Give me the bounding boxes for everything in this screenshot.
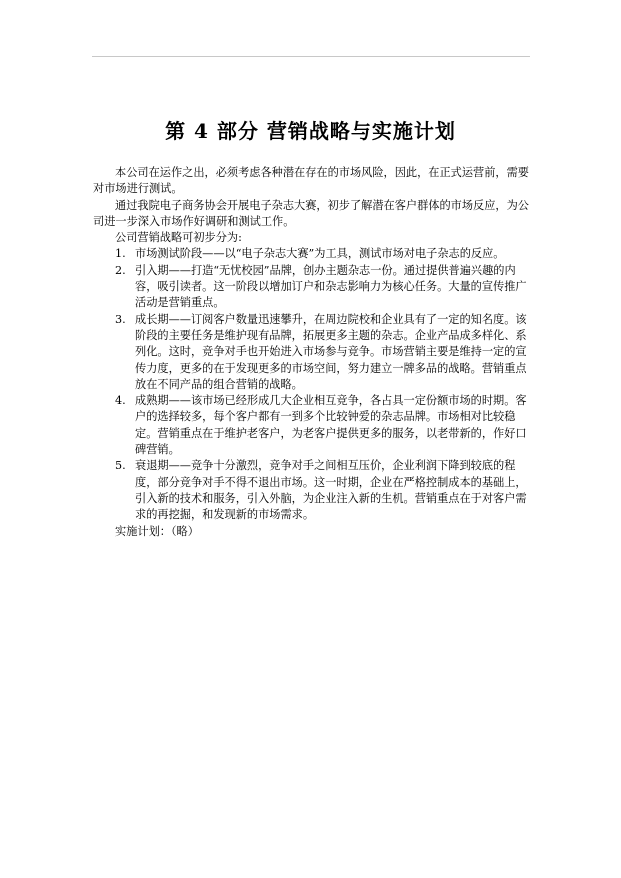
list-item-text: 市场测试阶段——以“电子杂志大赛”为工具，测试市场对电子杂志的反应。	[135, 247, 505, 261]
list-item	[93, 393, 533, 458]
list-number: 5.	[115, 459, 126, 473]
strategy-intro: 公司营销战略可初步分为:	[115, 231, 242, 245]
list-item-text: 衰退期——竞争十分激烈，竞争对手之间相互压价，企业利润下降到较底的程度，部分竞争对手不得不退出市场。这一时期，企业在严格控制成本的基础上，引入新的技术和服务，引入外脑，为企业注入新的生机。营销重点在于对客户需求的再挖掘，和发现新的市场需求。	[135, 459, 527, 522]
header-rule	[92, 56, 530, 57]
list-number: 1.	[115, 247, 126, 261]
list-item	[93, 458, 533, 523]
list-item-text: 引入期——打造“无忧校园”品牌，创办主题杂志一份。通过提供普遍兴趣的内容，吸引读者。这一阶段以增加订户和杂志影响力为核心任务。大量的宣传推广活动是营销重点。	[135, 263, 527, 310]
implementation-plan: 实施计划：（略）	[115, 524, 199, 538]
list-number: 3.	[115, 312, 126, 326]
page-title: 第 4 部分 营销战略与实施计划	[165, 119, 456, 143]
list-item-text: 成熟期——该市场已经形成几大企业相互竞争，各占具一定份额市场的时期。客户的选择较多，每个客户都有一到多个比较钟爱的杂志品牌。市场相对比较稳定。营销重点在于维护老客户，为老客户提供更多的服务，以老带新的，作好口碑营销。	[135, 394, 527, 457]
list-item	[93, 246, 533, 262]
list-item-text: 成长期——订阅客户数量迅速攀升，在周边院校和企业具有了一定的知名度。该阶段的主要任务是维护现有品牌，拓展更多主题的杂志。企业产品成多样化、系列化。这时，竞争对手也开始进入市场参与竞争。市场营销主要是维持一定的宣传力度，更多的在于发现更多的市场空间，努力建立一牌多品的战略。营销重点放在不同产品的组合营销的战略。	[135, 312, 527, 391]
list-item	[93, 312, 533, 393]
intro-paragraph: 本公司在运作之出，必须考虑各种潜在存在的市场风险，因此，在正式运营前，需要对市场进行测试。	[93, 166, 529, 196]
list-number: 2.	[115, 263, 126, 277]
list-item	[93, 263, 533, 312]
survey-paragraph: 通过我院电子商务协会开展电子杂志大赛，初步了解潜在客户群体的市场反应，为公司进一步深入市场作好调研和测试工作。	[93, 198, 529, 228]
document-body	[93, 165, 533, 540]
list-number: 4.	[115, 394, 126, 408]
strategy-stage-list	[93, 246, 533, 523]
